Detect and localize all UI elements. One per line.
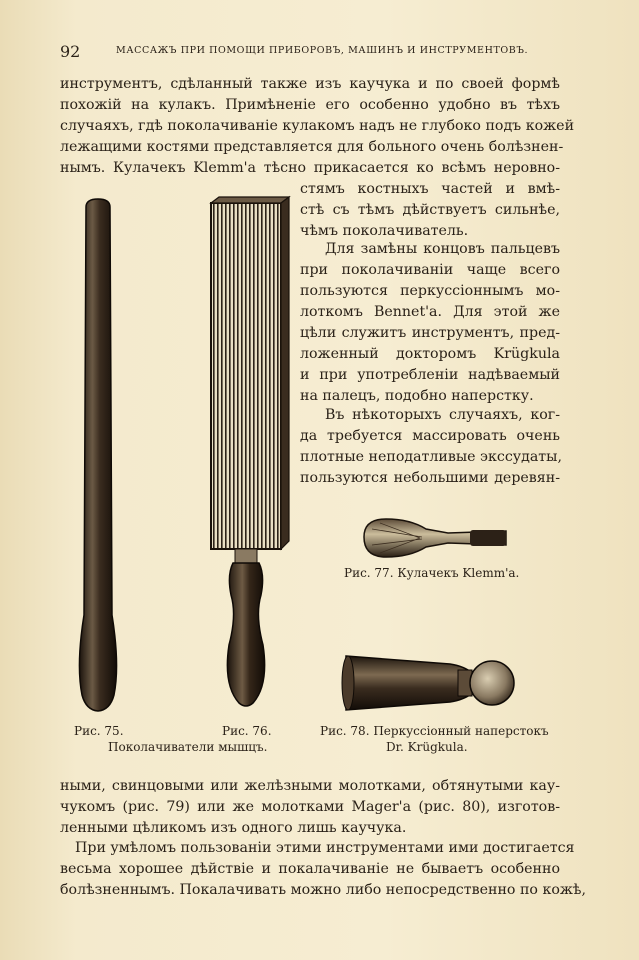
figure-caption-77: Рис. 77. Кулачекъ Klemm'a.	[344, 566, 520, 580]
text-line: ными, свинцовыми или желѣзными молотками, обтянутыми кау-	[60, 778, 560, 794]
text-line: пользуются небольшими деревян-	[300, 470, 560, 486]
text-line: При умѣломъ пользованіи этими инструментами ими достигается	[75, 840, 575, 856]
page-number: 92	[60, 42, 81, 61]
text-line: стямъ костныхъ частей и вмѣ-	[300, 181, 560, 197]
text-line: Для замѣны концовъ пальцевъ	[325, 241, 560, 257]
ribbed-beater-illustration	[205, 195, 295, 715]
figure-caption-78-name: Dr. Krügkula.	[386, 740, 468, 754]
text-line: цѣли служитъ инструментъ, пред-	[300, 325, 560, 341]
text-line: лоткомъ Bennet'a. Для этой же	[300, 304, 560, 320]
text-line: ленными цѣликомъ изъ одного лишь каучука.	[60, 820, 407, 836]
text-line: ложенный докторомъ Krügkula	[300, 346, 560, 362]
figure-caption-75: Рис. 75.	[74, 724, 124, 738]
text-line: плотные неподатливые эксcудаты,	[300, 449, 562, 465]
text-line: и при употребленіи надѣваемый	[300, 367, 560, 383]
text-line: весьма хорошее дѣйствіе и покалачиваніе не бываетъ особенно	[60, 861, 560, 877]
text-line: похожій на кулакъ. Примѣненіе его особенно удобно въ тѣхъ	[60, 97, 560, 113]
text-line: при поколачиваніи чаще всего	[300, 262, 560, 278]
percussion-thimble-illustration	[340, 648, 520, 718]
text-line: лежащими костями представляется для больного очень болѣзнен-	[60, 139, 564, 155]
rod-beater-illustration	[70, 195, 130, 715]
text-line: болѣзненнымъ. Покалачивать можно либо непосредственно по кожѣ,	[60, 882, 586, 898]
text-line: пользуются перкуссіоннымъ мо-	[300, 283, 560, 299]
running-head: МАССАЖЪ ПРИ ПОМОЩИ ПРИБОРОВЪ, МАШИНЪ И ИНСТРУМЕНТОВЪ.	[116, 45, 529, 56]
figure-caption-76: Рис. 76.	[222, 724, 272, 738]
page-header	[60, 42, 580, 62]
text-line: чѣмъ поколачиватель.	[300, 223, 469, 239]
text-line: чукомъ (рис. 79) или же молотками Mager'a (рис. 80), изготов-	[60, 799, 560, 815]
figure-caption-78: Рис. 78. Перкуссіонный наперстокъ	[320, 724, 549, 738]
klemm-fist-illustration	[360, 513, 510, 563]
text-line: на палецъ, подобно наперстку.	[300, 388, 534, 404]
text-line: случаяхъ, гдѣ поколачиваніе кулакомъ надъ не глубоко подъ кожей	[60, 118, 575, 134]
figure-caption-75-76-common: Поколачиватели мышцъ.	[108, 740, 268, 754]
text-line: да требуется массировать очень	[300, 428, 560, 444]
text-line: Въ нѣкоторыхъ случаяхъ, ког-	[325, 407, 560, 423]
text-line: нымъ. Кулачекъ Klemm'a тѣсно прикасается ко всѣмъ неровно-	[60, 160, 560, 176]
text-line: стѣ съ тѣмъ дѣйствуетъ сильнѣе,	[300, 202, 560, 218]
text-line: инструментъ, сдѣланный также изъ каучука и по своей формѣ	[60, 76, 560, 92]
